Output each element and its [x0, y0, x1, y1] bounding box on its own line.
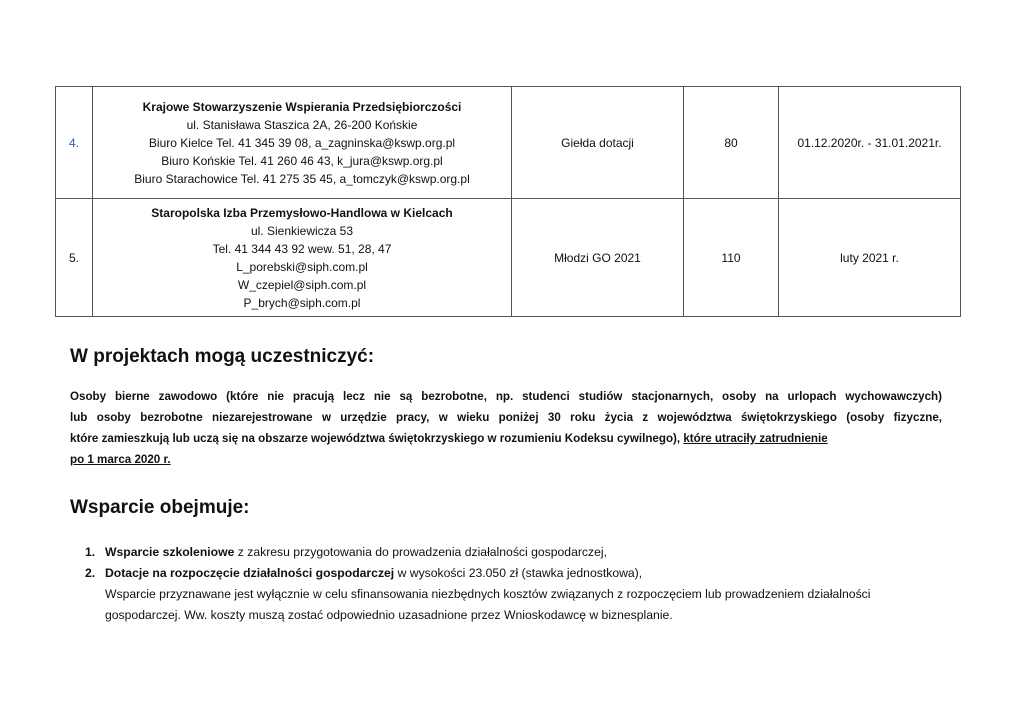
item-continuation: gospodarczej. Ww. koszty muszą zostać odpowiednio uzasadnione przez Wnioskodawcę w biznesplanie. [105, 608, 673, 622]
email-line: W_czepiel@siph.com.pl [237, 277, 367, 292]
organization-name: Krajowe Stowarzyszenie Wspierania Przedsiębiorczości [142, 99, 462, 114]
table-row [56, 87, 961, 199]
list-marker: 2. [85, 566, 96, 580]
project-name: Giełda dotacji [512, 87, 684, 199]
address-line: ul. Sienkiewicza 53 [250, 223, 354, 238]
row-number: 5. [56, 199, 93, 317]
support-list [85, 542, 955, 626]
contact-line: Biuro Końskie Tel. 41 260 46 43, k_jura@kswp.org.pl [161, 153, 443, 168]
organization-name: Staropolska Izba Przemysłowo-Handlowa w Kielcach [151, 205, 453, 220]
item-text: w wysokości 23.050 zł (stawka jednostkowa), [394, 566, 643, 580]
address-line: ul. Stanisława Staszica 2A, 26-200 Końskie [186, 117, 418, 132]
item-continuation: Wsparcie przyznawane jest wyłącznie w celu sfinansowania niezbędnych kosztów związanych z rozpoczęciem lub prowadzeniem działalności [105, 587, 871, 601]
paragraph-line: Osoby bierne zawodowo (które nie pracują lecz nie są bezrobotne, np. studenci studiów stacjonarnych, osoby na urlopach wychowawczych) [70, 390, 942, 403]
organization-cell [93, 199, 512, 317]
eligibility-paragraph [70, 386, 942, 470]
participant-count: 110 [684, 199, 779, 317]
organization-cell [93, 87, 512, 199]
item-text: z zakresu przygotowania do prowadzenia działalności gospodarczej, [234, 545, 607, 559]
underlined-date: po 1 marca 2020 r. [70, 453, 171, 466]
paragraph-line: lub osoby bezrobotne niezarejestrowane w urzędzie pracy, w wieku poniżej 30 roku życia z województwa świętokrzyskiego (osoby fizyczne, [70, 411, 942, 424]
recruitment-period: 01.12.2020r. - 31.01.2021r. [779, 87, 961, 199]
participant-count: 80 [684, 87, 779, 199]
participants-heading: W projektach mogą uczestniczyć: [70, 346, 375, 367]
paragraph-line [70, 428, 942, 449]
list-item [85, 563, 955, 626]
contact-line: Tel. 41 344 43 92 wew. 51, 28, 47 [212, 241, 392, 256]
list-item [85, 542, 955, 563]
item-title: Wsparcie szkoleniowe [105, 545, 235, 559]
email-line: L_porebski@siph.com.pl [236, 259, 368, 274]
paragraph-text: które zamieszkują lub uczą się na obszarze województwa świętokrzyskiego w rozumieniu Kodeksu cywilnego), [70, 432, 684, 445]
support-heading: Wsparcie obejmuje: [70, 497, 250, 518]
project-name: Młodzi GO 2021 [512, 199, 684, 317]
list-marker: 1. [85, 545, 96, 559]
recruitment-period: luty 2021 r. [779, 199, 961, 317]
organizations-table [55, 86, 961, 317]
table-row [56, 199, 961, 317]
row-number: 4. [56, 87, 93, 199]
contact-line: Biuro Kielce Tel. 41 345 39 08, a_zagninska@kswp.org.pl [148, 135, 456, 150]
contact-line: Biuro Starachowice Tel. 41 275 35 45, a_tomczyk@kswp.org.pl [134, 171, 470, 186]
email-line: P_brych@siph.com.pl [243, 295, 361, 310]
underlined-condition: które utraciły zatrudnienie [683, 432, 828, 445]
item-title: Dotacje na rozpoczęcie działalności gospodarczej [105, 566, 395, 580]
